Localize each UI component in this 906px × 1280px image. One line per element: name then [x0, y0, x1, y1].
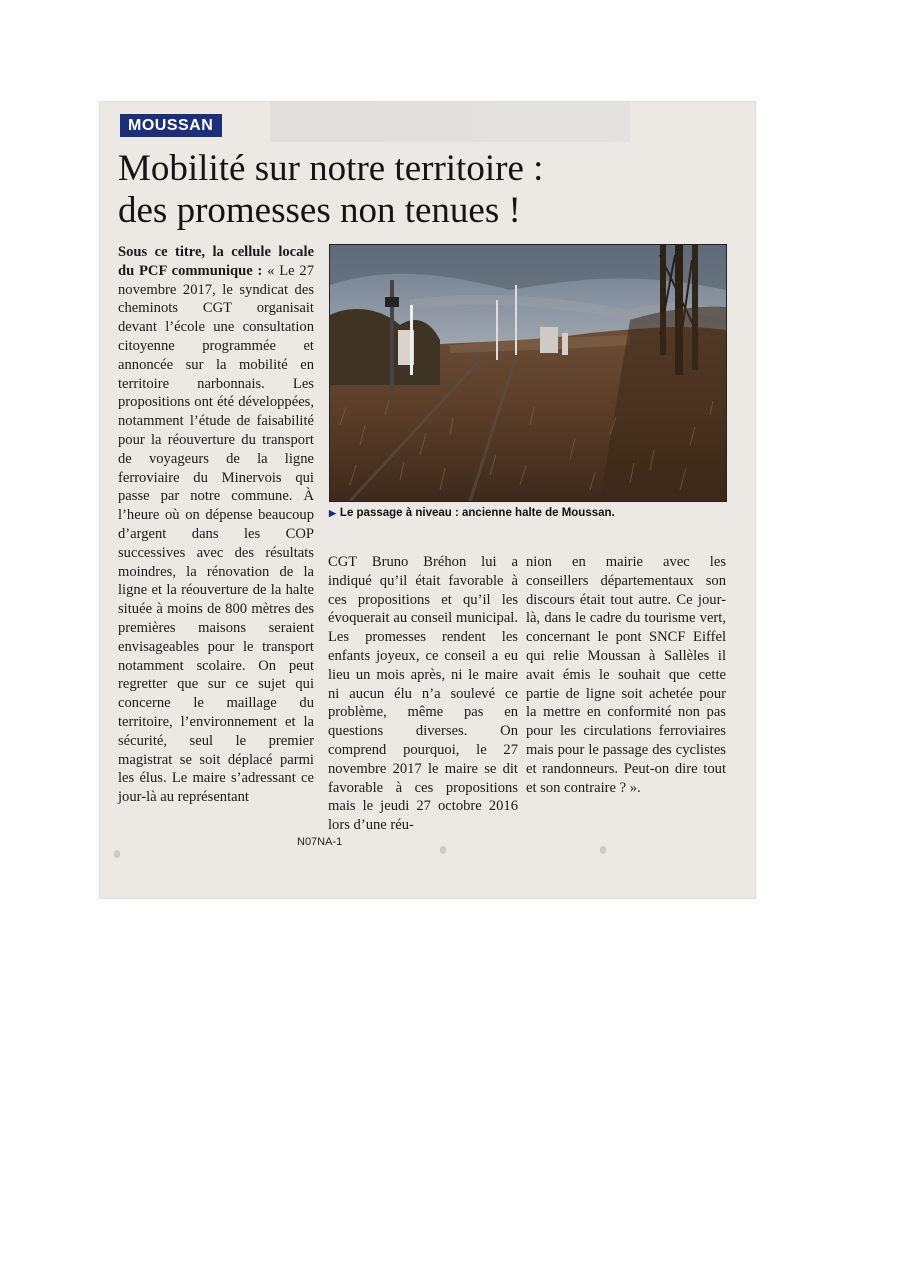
- photo-caption-text: Le passage à niveau : ancienne halte de Moussan.: [339, 507, 615, 519]
- article-column-2: CGT Bruno Bréhon lui a indiqué qu’il était favorable à ces propositions et qu’il les évoquerait au conseil municipal. Les promesses rendent les enfants joyeux, ce conseil a eu lieu un mois après, ni le maire ni aucun élu n’a soulevé ce problème, même pas en questions diverses. On comprend pourquoi, le 27 novembre 2017 le maire se dit favorable à ces propositions mais le jeudi 27 octobre 2016 lors d’une réu-: [328, 554, 518, 834]
- article-column-1: [118, 243, 314, 807]
- headline-line-1: Mobilité sur notre territoire :: [118, 148, 544, 189]
- caption-marker-icon: ▶: [329, 508, 336, 518]
- scan-speck: [114, 850, 120, 858]
- article-photo: [329, 244, 727, 502]
- scan-speck: [440, 846, 446, 854]
- article-column-3: nion en mairie avec les conseillers départementaux son discours était tout autre. Ce jour-là, dans le cadre du tourisme vert, concernant le pont SNCF Eiffel qui relie Moussan à Sallèles il avait émis le souhait que cette partie de ligne soit achetée pour la mettre en conformité non pas pour les circulations ferroviaires mais pour le passage des cyclistes et randonneurs. Peut-on dire tout et son contraire ? ».: [526, 554, 726, 796]
- railway-crossing-photo: [330, 245, 726, 501]
- page-folio: N07NA-1: [297, 836, 343, 848]
- section-tag: MOUSSAN: [120, 114, 222, 137]
- bleed-through-shade: [270, 102, 630, 142]
- article-intro: Sous ce titre, la cellule locale du PCF communique :: [118, 244, 314, 279]
- headline-line-2: des promesses non tenues !: [118, 190, 521, 231]
- headline: [118, 148, 738, 232]
- photo-caption: [329, 507, 725, 519]
- scan-speck: [600, 846, 606, 854]
- article-column-1-text: « Le 27 novembre 2017, le syndicat des cheminots CGT organisait devant l’école une consultation citoyenne programmée et annoncée sur la mobilité en territoire narbonnais. Les propositions ont été développées, notamment l’étude de faisabilité pour la réouverture du transport de voyageurs de la ligne ferroviaire du Minervois qui passe par notre commune. À l’heure où on dépense beaucoup d’argent dans les COP successives avec des résultats moindres, la rénovation de la ligne et la réouverture de la halte située à moins de 800 mètres des premières maisons seraient envisageables pour le transport notamment scolaire. On peut regretter que sur ce sujet qui concerne le maillage du territoire, l’environnement et la sécurité, seul le premier magistrat se soit déplacé parmi les élus. Le maire s’adressant ce jour-là au représentant: [118, 262, 314, 806]
- newspaper-clipping: [100, 102, 755, 898]
